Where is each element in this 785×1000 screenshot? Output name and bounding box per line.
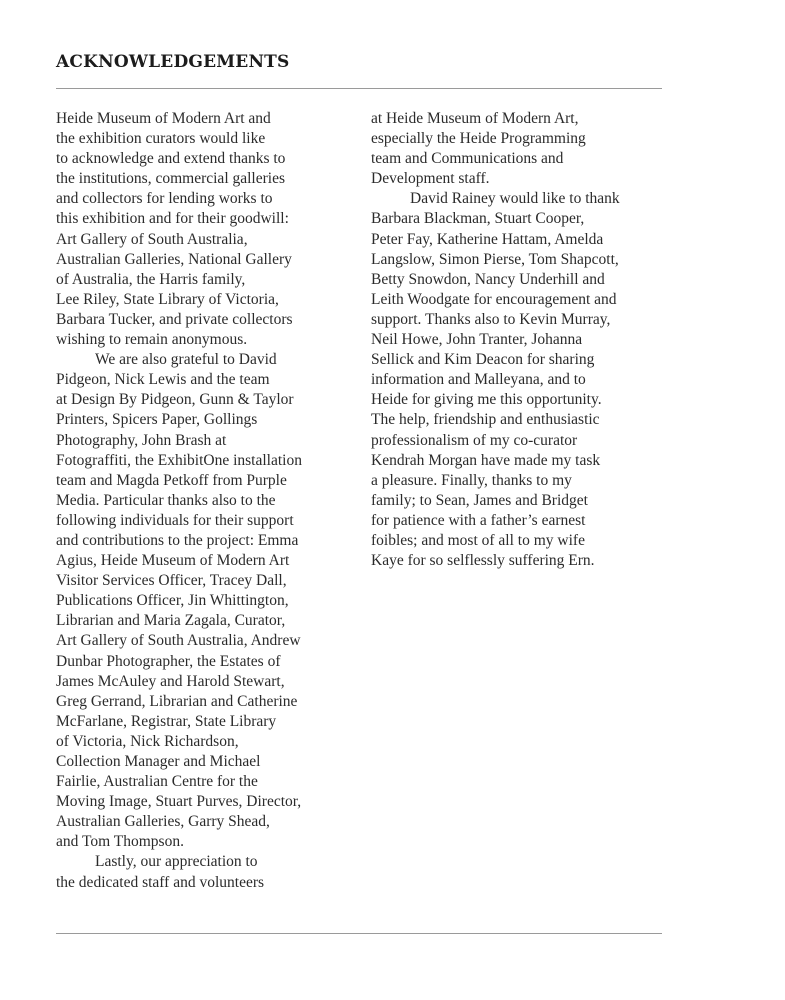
text-line: Printers, Spicers Paper, Gollings (56, 411, 258, 429)
text-line: Fotograffiti, the ExhibitOne installation (56, 451, 302, 469)
text-line: Kaye for so selflessly suffering Ern. (371, 552, 595, 570)
text-line: Lastly, our appreciation to (95, 853, 258, 871)
text-line: Fairlie, Australian Centre for the (56, 773, 258, 791)
text-line: Langslow, Simon Pierse, Tom Shapcott, (371, 250, 619, 268)
text-line: Collection Manager and Michael (56, 753, 261, 770)
text-line: at Heide Museum of Modern Art, (371, 110, 579, 127)
text-line: Betty Snowdon, Nancy Underhill and (371, 270, 605, 288)
text-line: following individuals for their support (56, 511, 294, 529)
text-line: the exhibition curators would like (56, 130, 266, 148)
text-line: Art Gallery of South Australia, Andrew (56, 632, 301, 650)
text-line: Pidgeon, Nick Lewis and the team (56, 371, 270, 389)
text-line: Kendrah Morgan have made my task (371, 451, 601, 469)
top-divider (56, 88, 662, 89)
text-line: Heide Museum of Modern Art and (56, 110, 271, 127)
text-line: Sellick and Kim Deacon for sharing (371, 351, 595, 369)
page-heading: ACKNOWLEDGEMENTS (56, 52, 290, 72)
text-line: at Design By Pidgeon, Gunn & Taylor (56, 391, 294, 409)
text-line: team and Communications and (371, 150, 564, 168)
text-line: Lee Riley, State Library of Victoria, (56, 290, 279, 308)
text-line: Development staff. (371, 170, 490, 188)
text-line: The help, friendship and enthusiastic (371, 411, 600, 429)
text-line: Greg Gerrand, Librarian and Catherine (56, 692, 298, 710)
text-line: Dunbar Photographer, the Estates of (56, 652, 281, 670)
text-line: Australian Galleries, National Gallery (56, 250, 292, 268)
text-line: Moving Image, Stuart Purves, Director, (56, 793, 302, 811)
text-line: the dedicated staff and volunteers (56, 873, 265, 891)
text-line: Neil Howe, John Tranter, Johanna (371, 331, 583, 349)
text-line: and collectors for lending works to (56, 190, 273, 208)
text-line: information and Malleyana, and to (371, 371, 586, 389)
text-line: Visitor Services Officer, Tracey Dall, (56, 572, 287, 590)
bottom-divider (56, 933, 662, 934)
text-line: David Rainey would like to thank (410, 190, 620, 208)
text-line: family; to Sean, James and Bridget (371, 491, 588, 509)
text-line: Australian Galleries, Garry Shead, (56, 813, 270, 831)
text-line: Media. Particular thanks also to the (56, 491, 276, 509)
text-line: Librarian and Maria Zagala, Curator, (56, 612, 286, 630)
text-line: this exhibition and for their goodwill: (56, 210, 289, 228)
text-line: Publications Officer, Jin Whittington, (56, 592, 289, 610)
text-line: a pleasure. Finally, thanks to my (371, 471, 572, 489)
left-text-column (56, 109, 356, 893)
text-line: and contributions to the project: Emma (56, 531, 299, 549)
text-line: Agius, Heide Museum of Modern Art (56, 552, 290, 570)
text-line: team and Magda Petkoff from Purple (56, 471, 287, 489)
text-line: foibles; and most of all to my wife (371, 531, 585, 549)
text-line: and Tom Thompson. (56, 833, 184, 851)
text-line: of Australia, the Harris family, (56, 270, 246, 288)
text-line: Heide for giving me this opportunity. (371, 391, 602, 409)
text-line: Barbara Tucker, and private collectors (56, 310, 293, 328)
right-text-column (371, 109, 671, 571)
text-line: the institutions, commercial galleries (56, 170, 285, 188)
text-line: support. Thanks also to Kevin Murray, (371, 310, 611, 328)
text-line: especially the Heide Programming (371, 130, 586, 148)
text-line: Peter Fay, Katherine Hattam, Amelda (371, 230, 604, 248)
text-line: James McAuley and Harold Stewart, (56, 672, 285, 690)
text-line: Art Gallery of South Australia, (56, 230, 248, 248)
text-line: We are also grateful to David (95, 351, 277, 369)
text-line: wishing to remain anonymous. (56, 331, 248, 349)
text-line: for patience with a father’s earnest (371, 511, 586, 529)
text-line: to acknowledge and extend thanks to (56, 150, 286, 168)
text-line: of Victoria, Nick Richardson, (56, 732, 239, 750)
text-line: professionalism of my co-curator (371, 431, 578, 449)
text-line: Photography, John Brash at (56, 431, 227, 449)
text-line: Barbara Blackman, Stuart Cooper, (371, 210, 585, 228)
text-line: McFarlane, Registrar, State Library (56, 712, 277, 730)
text-line: Leith Woodgate for encouragement and (371, 290, 617, 308)
